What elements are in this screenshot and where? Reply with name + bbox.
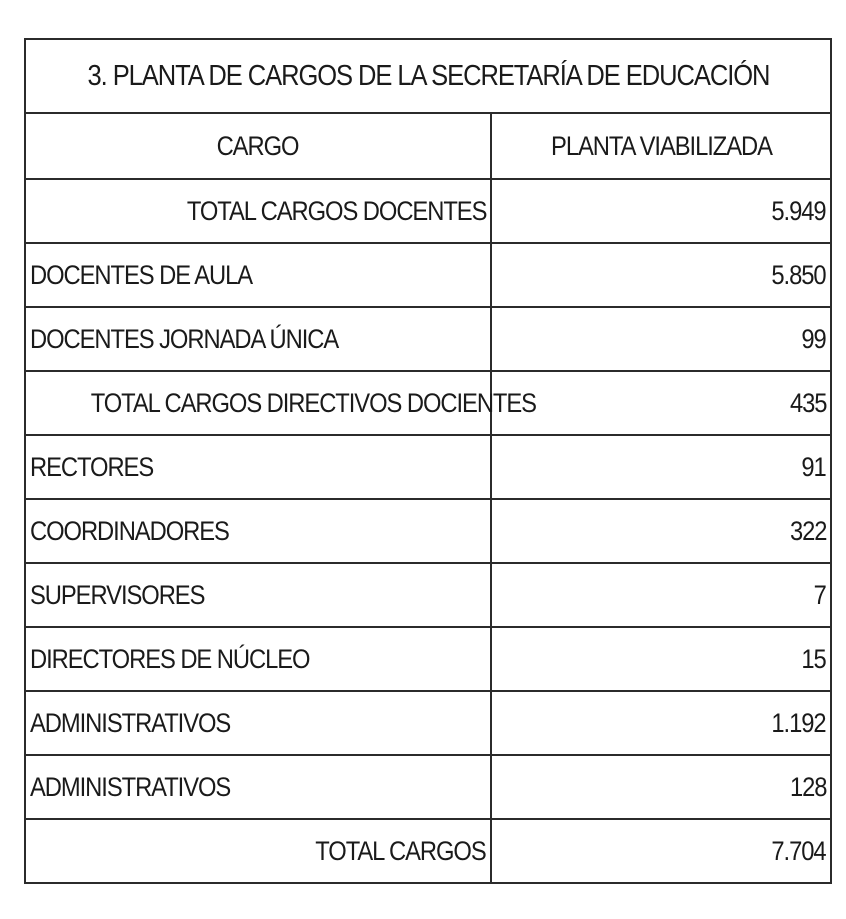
table-title-row <box>25 39 831 113</box>
cargo-label: RECTORES <box>30 451 154 482</box>
header-planta-viabilizada: PLANTA VIABILIZADA <box>550 130 772 161</box>
table-row <box>25 691 831 755</box>
planta-value: 7 <box>813 579 826 610</box>
cargo-cell <box>25 179 491 243</box>
planta-cell <box>491 755 831 819</box>
cargo-label: COORDINADORES <box>30 515 229 546</box>
planta-value: 7.704 <box>771 835 826 866</box>
cargo-cell <box>25 755 491 819</box>
planta-cell <box>491 243 831 307</box>
cargo-cell <box>25 819 491 883</box>
planta-cell <box>491 627 831 691</box>
planta-value: 15 <box>801 643 826 674</box>
table-row <box>25 371 831 435</box>
cargo-cell <box>25 563 491 627</box>
table-title-cell <box>25 39 831 113</box>
cargo-cell <box>25 691 491 755</box>
planta-cell <box>491 435 831 499</box>
header-cargo: CARGO <box>217 130 299 161</box>
cargo-cell <box>25 243 491 307</box>
planta-cell <box>491 307 831 371</box>
cargo-cell <box>25 307 491 371</box>
planta-value: 91 <box>801 451 826 482</box>
table-header-row <box>25 113 831 179</box>
cargo-label: ADMINISTRATIVOS <box>30 771 231 802</box>
cargo-label: DOCENTES DE AULA <box>30 259 253 290</box>
planta-value: 322 <box>789 515 826 546</box>
cargo-cell <box>25 499 491 563</box>
cargo-label: TOTAL CARGOS DOCENTES <box>186 195 486 226</box>
planta-value: 128 <box>789 771 826 802</box>
planta-cell <box>491 371 831 435</box>
planta-cargos-table <box>24 38 832 884</box>
planta-value: 435 <box>789 387 826 418</box>
header-planta-cell <box>491 113 831 179</box>
planta-value: 5.850 <box>771 259 826 290</box>
table-row <box>25 435 831 499</box>
cargo-label: TOTAL CARGOS DIRECTIVOS DOCIENTES <box>90 387 536 418</box>
cargo-label: DIRECTORES DE NÚCLEO <box>30 643 310 674</box>
cargo-label: TOTAL CARGOS <box>315 835 486 866</box>
planta-cell <box>491 179 831 243</box>
planta-cell <box>491 499 831 563</box>
table-row <box>25 499 831 563</box>
table-row <box>25 819 831 883</box>
planta-value: 99 <box>801 323 826 354</box>
planta-value: 5.949 <box>771 195 826 226</box>
cargo-label: ADMINISTRATIVOS <box>30 707 231 738</box>
planta-cell <box>491 691 831 755</box>
planta-cell <box>491 819 831 883</box>
table-row <box>25 307 831 371</box>
planta-cell <box>491 563 831 627</box>
table-title: 3. PLANTA DE CARGOS DE LA SECRETARÍA DE EDUCACIÓN <box>87 59 769 92</box>
table-row <box>25 563 831 627</box>
table-row <box>25 755 831 819</box>
header-cargo-cell <box>25 113 491 179</box>
cargo-cell <box>25 371 536 435</box>
cargo-cell <box>25 627 491 691</box>
cargo-label: DOCENTES JORNADA ÚNICA <box>30 323 339 354</box>
planta-value: 1.192 <box>771 707 826 738</box>
cargo-cell <box>25 435 491 499</box>
table-row <box>25 627 831 691</box>
cargo-label: SUPERVISORES <box>30 579 205 610</box>
table-row <box>25 243 831 307</box>
table-row <box>25 179 831 243</box>
